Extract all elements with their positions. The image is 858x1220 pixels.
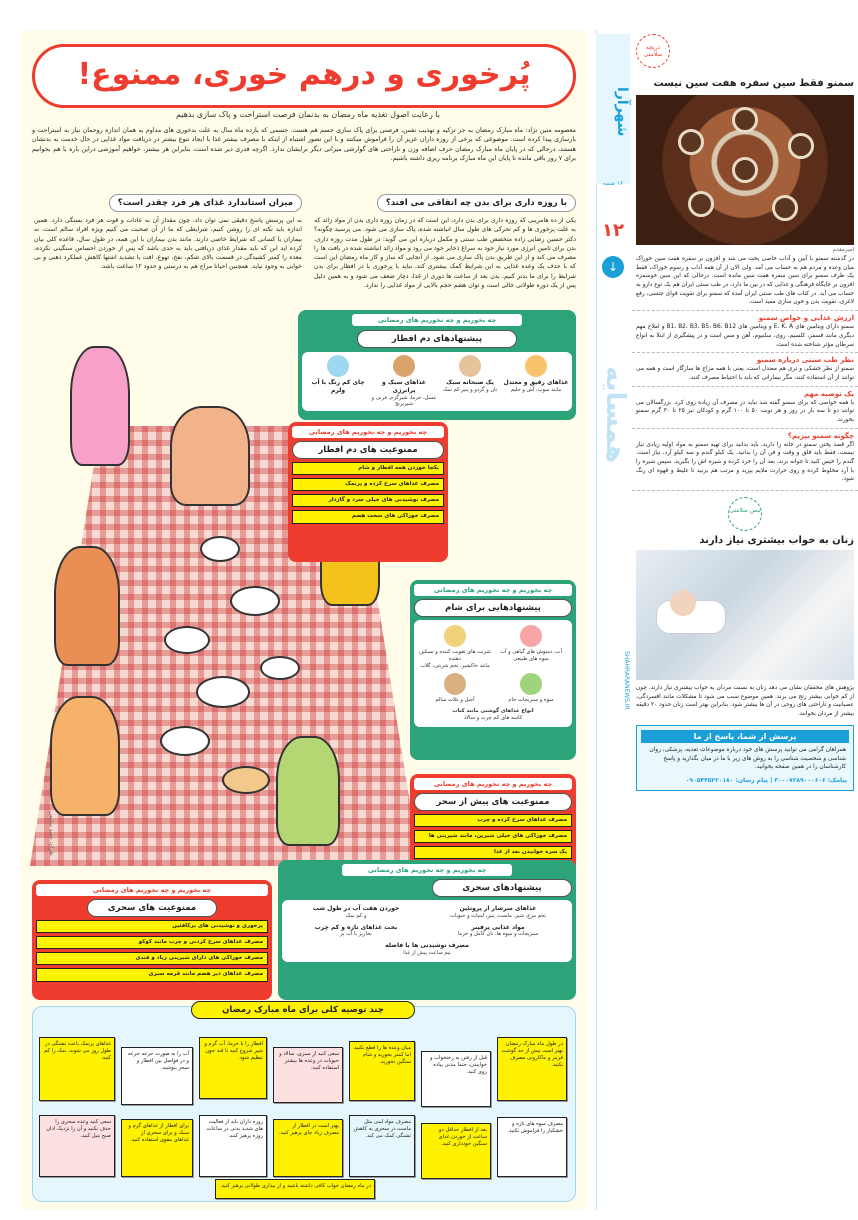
vegetables-icon <box>520 673 542 695</box>
suggestion-item: مواد غذایی پرفیبر سبزیجات و میوه ها، نان کامل و خرما <box>457 923 539 938</box>
heading-recipe: چگونه سمنو بپزیم؟ <box>632 428 858 441</box>
newspaper-logo: شهرآرا <box>596 34 630 184</box>
sidebar-title-sleep: زنان به خواب بیشتری نیاز دارند <box>699 535 854 547</box>
prohibition-item: مصرف غذاهای سرخ کرده و پرنمک <box>292 478 444 491</box>
prohibition-item: پرخوری و نوشیدنی های پرکافئین <box>36 920 268 933</box>
sherbet-icon <box>444 625 466 647</box>
suggestion-item: غذاهای سرشار از پروتئین تخم مرغ، شیر، ماست، پنیر، لبنیات و حبوبات <box>450 905 546 919</box>
column-fasting-text: یکی از ده هامرینی که روزه داری برای بدن دارد، این است که در زمان روزه داری بدن از مواد زائد که به علت پرخوری ها و کم تحرکی های طول سال انباشته شده، پاک سازی می شود. می پرسید چگونه؟ دکتر حسین رضایی زاده متخصص طب سنتی و مکمل درباره این می گوید: در طول مدت روزه داری، بدن برای تامین انرژی مورد نیاز خود به سراغ ذخایر خود می رود و مواد زائد انباشته شده در بافت ها را مصرف می کند و از این طریق بدن پاک سازی می شود. از آنجایی که ساز و کار ماه رمضان این است که با حذف یک وعده غذایی به این شرایط کمک بیشتری کند، نباید با پرخوری با در افطار برای بدن شرایط را برای ما بدتر کنیم. بدن بعد از ساعت ها دوری از غذا، دچار ضعف می شود و به همین دلیل پس از یک دوره طولانی خالی است و توان هضم حجم بالایی از مواد غذایی را ندارد. <box>314 217 576 290</box>
tip-card: میان وعده ها را قطع نکنید اما کمتر بخورید و شام سنگین نخورید. <box>349 1041 415 1101</box>
paragraph-nutrition: سمنو دارای ویتامین های E، K، A و ویتامین های B1، B2، B3، B5، B6، B12 و املاح مهم دیگری مانند فسفر، کلسیم، روی، سلنیوم، آهن و مس است و در پیشگیری از ابتلا به انواع سرطان مؤثر شناخته شده است. <box>636 324 854 348</box>
main-article <box>20 30 588 1210</box>
panel-tag: چه بخوریم و چه نخوریم های رمضانی <box>352 314 522 326</box>
bread-icon <box>459 355 481 377</box>
suggestion-item: انواع غذاهای گوشتی مانند کباب کاسه های کم چرب و سالاد <box>452 708 534 721</box>
tip-card: افطار را با خرما، آب گرم و شیر شروع کنید تا قند خون تنظیم شود. <box>199 1037 267 1099</box>
prohibition-item: مصرف خوراکی های دارای شیرینی زیاد و قندی <box>36 952 268 965</box>
old-man-figure <box>54 546 120 666</box>
sidebar-title-samanu: سمنو فقط سین سفره هفت سین نیست <box>653 78 854 89</box>
panel-tag: چه بخوریم و چه نخوریم های رمضانی <box>414 584 572 596</box>
man-figure <box>170 406 250 506</box>
honey-icon <box>393 355 415 377</box>
panel-general-tips <box>32 1006 576 1202</box>
panel-title: پیشنهادهای دم افطار <box>357 330 517 348</box>
samanu-photo <box>636 95 854 245</box>
woman-figure <box>70 346 130 466</box>
badge-health-pulse: نبض سلامتی <box>728 497 762 531</box>
badge-health-window: دریچه سلامتی <box>636 34 670 68</box>
tips-title: چند توصیه کلی برای ماه مبارک رمضان <box>191 1001 415 1019</box>
question-box <box>636 725 854 791</box>
panel-tag: چه بخوریم و چه نخوریم های رمضانی <box>342 864 512 876</box>
prohibition-item: مصرف غذاهای دیر هضم مانند قرمه سبزی <box>36 968 268 981</box>
page-number: ۱۲ <box>602 220 624 241</box>
suggestion-item: یک صبحانه سبک نان و گردو و پنیر کم نمک <box>437 355 503 408</box>
section-name: همسایه <box>600 366 630 464</box>
prohibition-item: یک سره خوابیدن بعد از غذا <box>414 846 572 859</box>
suggestion-item: آجیل و غلات سالم <box>417 671 493 706</box>
paragraph-traditional: سمنو از نظر خشکی و تری هم معتدل است، یعنی با همه مزاج ها سازگار است و همه می توانند از آن استفاده کنند، مگر بیمارانی که باید با احتیاط مصرف کنند. <box>636 366 854 381</box>
question-box-title: پرسش از شما، پاسخ از ما <box>641 730 849 743</box>
prohibition-item: مصرف غذاهای سرخ کرده و چرب <box>414 814 572 827</box>
headline-box <box>32 44 576 108</box>
heading-traditional: نظر طب سنتی درباره سمنو <box>632 352 858 365</box>
prohibition-item: مصرف خوراکی های سخت هضم <box>292 510 444 523</box>
suggestion-item: بخت غذاهای تازه و کم چرب بخارپز با آب پز <box>314 923 398 938</box>
plate <box>260 656 300 680</box>
tip-card: سعی کنید از سبزی، سالاد و حبوبات در وعده ها بیشتر استفاده کنید. <box>273 1047 343 1103</box>
plate <box>160 726 210 756</box>
grandmother-figure <box>50 696 120 816</box>
paragraph-advice: با همه خواصی که برای سمنو گفته شد نباید در مصرف آن زیاده روی کرد. بزرگسالان می توانند دو تا سه بار در روز و هر نوبت ۵۰ تا ۱۰۰ گرم و کودکان نیز ۲۵ تا ۳۰ گرم سمنو بخورند. <box>636 399 854 423</box>
plate <box>230 586 280 616</box>
panel-sahar-suggestions <box>278 860 576 1000</box>
tip-card: در طول ماه مبارک رمضان بهتر است بیش از حد گوشت قرمز و ماکارونی مصرف نکنید. <box>497 1037 567 1101</box>
roast-chicken-plate <box>222 766 270 794</box>
question-box-body: همراهان گرامی می توانید پرسش های خود درباره موضوعات تغذیه، پزشکی، روان شناسی و شخصیت شناسی را به روش های زیر با ما در میان بگذارید و پاسخ کارشناسان را در همین صفحه بخوانید. <box>649 746 846 771</box>
tip-card: بهتر است در افطار از مصرف زیاد چای پرهیز کنید. <box>273 1119 343 1177</box>
soup-icon <box>525 355 547 377</box>
subtitle: با رعایت اصول تغذیه ماه رمضان به بدنمان فرصت استراحت و پاک سازی بدهیم <box>175 110 441 119</box>
panel-tag: چه بخوریم و چه نخوریم های رمضانی <box>414 778 572 790</box>
panel-iftar-suggestions <box>298 310 576 420</box>
nuts-icon <box>444 673 466 695</box>
photo-credit: امیرمقدم <box>832 247 854 253</box>
suggestion-item: شربت های تقویت کننده و تسکین دهنده مانند خاکشیر، تخم شربتی، گلاب <box>417 623 493 671</box>
suggestion-item: خوردن هفت آب در طول شب و کم نمک <box>312 905 400 919</box>
tip-card: سعی کنید وعده سحری را حذف نکنید و آن را نزدیک اذان صبح میل کنید. <box>39 1115 115 1177</box>
heading-advice: یک توصیه مهم <box>632 386 858 399</box>
brand-strip <box>596 30 630 1210</box>
tip-card: آب را به صورت جرعه جرعه و در فواصل بین افطار و سحر بنوشید. <box>121 1047 193 1105</box>
suggestion-item: چای کم رنگ با آب ولرم <box>305 355 371 408</box>
arrow-down-icon: ↓ <box>602 256 624 278</box>
panel-tag: چه بخوریم و چه نخوریم های رمضانی <box>36 884 268 896</box>
panel-dinner-suggestions <box>410 580 576 760</box>
paragraph-sleep: پژوهش های محققان نشان می دهد زنان به نسبت مردان به خواب بیشتری نیاز دارند. چون از کم خوابی بیشتر رنج می برند. همین موضوع سبب می شود تا مشکلات مانند افسردگی، عصبانیت و ناراحتی های روحی در آن ها بیشتر شود. بنابراین بهتر است زنان حدود ۲۰ دقیقه بیشتر از مردان بخوابند. <box>636 685 854 718</box>
intro-paragraph: معصومه متین نژاد: ماه مبارک رمضان به جز تزکیه و تهذیب نفس، فرصتی برای پاک سازی جسم هم هست. جسمی که یازده ماه سال به علت بدخوری های مداوم به همان اندازه روحمان نیاز به استراحت و بازسازی پیدا کرده است. موضوعی که برخی از روزه داران عزیز آن را فراموش میکنند و با این تصور اشتباه از اینکه با مصرف بیشتر غذا با ایجاد تنوع بیشتر در دریافت مواد غذایی در حال خدمت به بدنشان هستند، درحالی که در پایان ماه مبارک رمضان حرف اضافه وزن و ناراحتی های گوارشی میزانی دیگر برایشان ندارد. اگرچه قدری دیر شده است، بنابراین هر بیشتر، خواهیم آموزشی دراین باره با هم بخوانیم برای ۷ روز باقی مانده تا پایان این ماه مبارک برنامه ریزی داشته باشیم. <box>32 127 576 163</box>
suggestion-item: آب، دمنوش های گیاهی و آب میوه های طبیعی <box>493 623 569 671</box>
prohibition-item: مصرف خوراکی های خیلی شیرین، مانند شیرینی ها <box>414 830 572 843</box>
headline: پُرخوری و درهم خوری، ممنوع! <box>77 57 531 92</box>
tip-card: غذاهای پرنمک باعث تشنگی در طول روز می شوند، نمک را کم کنید. <box>39 1037 115 1101</box>
suggestion-item: غذاهای رقیق و معتدل مانند سوپ، آش و حلیم <box>503 355 569 408</box>
column-standard-title: میزان استاندارد غذای هر فرد چقدر است؟ <box>109 194 302 212</box>
issue-date: ۱۶ شنبه <box>602 180 624 187</box>
column-fasting-effects <box>314 190 576 290</box>
sidebar-intro: در گذشته سمنو با آیین و آداب خاصی پخت می شد و افزون بر سفره هفت سین خوراک میان وعده و مردم هم به حساب می آمد. ولی الان از آن همه آداب و رسوم خوراک، فقط یک ظرف سمنو برای سین سفره هفت سین مانده است. درحالی که این سین خوشمزه افزون بر جایگاه فرهنگی و غذایی که در بین ما دارد، در طب سنتی ایران هم یک نوع دارو به حساب می آید. در کتاب های طب سنتی ایران آمده که سمنو برای تقویت قوای جنسی، رفع لاغری، تقویت بدن و خون سازی مفید است. <box>636 256 854 306</box>
tip-card: بعد از افطار حداقل دو ساعت از خوردن غذای سنگین خودداری کنید. <box>421 1123 491 1179</box>
heading-nutrition: ارزش غذایی و خواص سمنو <box>632 310 858 323</box>
plate <box>164 626 210 654</box>
panel-tag: چه بخوریم و چه نخوریم های رمضانی <box>292 426 444 438</box>
panel-title: پیشنهادهای سحری <box>432 879 572 897</box>
suggestion-item: غذاهای سبک و پرانرژی عسل، خرما، شیرگرم، فرنی و شیربرنج <box>371 355 437 408</box>
plate <box>196 676 250 708</box>
prohibition-item: مصرف غذاهای سرخ کردنی و چرب مانند کوکو <box>36 936 268 949</box>
column-standard-text: به این پرسش پاسخ دقیقی نمی توان داد، چون مقدار آن به عادات و قوت هر فرد بستگی دارد. همین اندازه باید نکته ای را روشن کنیم، شرایطی که ما از آن صحبت می کنیم ویژه افراد سالم است، نه بیماران یا کسانی که شرایط خاصی دارند. مانند بدن بیماران با این همه، در طول سال، قاعده کلی بیان کرده اید این که باید مقدار غذای دریافتی باید به حدی باشد که پس از خوردن احساس سنگینی نکرده، معده را کمتر کشیدگی در قسمت بالای شکم، نفخ، تهوع، افت یا تشدید اشتها کاهش عملکرد ذهنی و بی خوابی به وجود نیاید. همچنین احیانا مراج هم به درستی و حدود ۱۲ ساعت باشد. <box>34 217 302 271</box>
panel-sahar-prohibitions <box>32 880 272 1000</box>
panel-title: ممنوعیت های پیش از سحر <box>414 793 572 811</box>
plate <box>200 536 240 562</box>
tea-cup-icon <box>327 355 349 377</box>
illustrator-credit: طراح: حمید سلیمی <box>48 811 54 856</box>
panel-iftar-prohibitions <box>288 422 448 562</box>
prohibition-item: یکجا خوردن همه افطار و شام <box>292 462 444 475</box>
tip-card: برای افطار از غذاهای گرم و سبک و برای سحری از غذاهای مقوی استفاده کنید. <box>121 1119 193 1177</box>
tip-card: مصرف میوه های تازه و خشکبار را فراموش نکنید. <box>497 1117 567 1177</box>
tip-card: مصرف مواد لبنی مثل ماست در سحری به کاهش تشنگی کمک می کند. <box>349 1115 415 1177</box>
column-standard-amount <box>34 190 302 272</box>
panel-title: پیشنهادهایی برای شام <box>414 599 572 617</box>
sidebar <box>632 30 858 1210</box>
suggestion-item: مصرف نوشیدنی ها با فاصله نیم ساعت پیش از غذا <box>385 942 469 956</box>
tip-card: قبل از رفتن به رختخواب و خوابیدن، حتما مدتی پیاده روی کنید. <box>421 1051 491 1107</box>
question-box-contacts[interactable]: پیامک: ۳۰۰۰۷۲۸۹۰۰۰۶۰۶ | پیام رسان: ۰۹۰۵۴۴۵۲۲۰۱۸۰ <box>685 776 847 784</box>
juice-icon <box>520 625 542 647</box>
panel-title: ممنوعیت های دم افطار <box>292 441 444 459</box>
paragraph-recipe: اگر قصد پختن سمنو در خانه را دارید، باید بدانید برای تهیه سمنو به مواد اولیه زیادی نیاز نیست. فقط باید قلق و وقت و فن آن را بدانید. یک کیلو گندم و سه کیلو آرد، نیاز است. گندم را خیس کنید تا جوانه بزند، بعد آن را خرد کرده و شیره اش را بگیرید. سپس شیره را با آرد مخلوط کرده و روی حرارت ملایم بپزید و مرتب هم بزنید تا غلیظ و قهوه ای رنگ شود. <box>636 441 854 483</box>
sleeping-woman-photo <box>636 550 854 680</box>
prohibition-item: مصرف نوشیدنی های خیلی سرد و گازدار <box>292 494 444 507</box>
tip-card: روزه داران باید از فعالیت های شدید بدنی در ساعات روزه پرهیز کنند. <box>199 1115 267 1177</box>
site-url[interactable]: SHAHRARANEWS.IR <box>623 650 630 710</box>
column-fasting-title: با روزه داری برای بدن چه اتفاقی می افتد؟ <box>377 194 576 212</box>
girl-figure <box>276 736 340 846</box>
panel-title: ممنوعیت های سحری <box>87 899 217 917</box>
tip-card: در ماه رمضان خواب کافی داشته باشید و از بیداری طولانی پرهیز کنید. <box>215 1179 375 1199</box>
suggestion-item: میوه و سبزیجات خام <box>493 671 569 706</box>
